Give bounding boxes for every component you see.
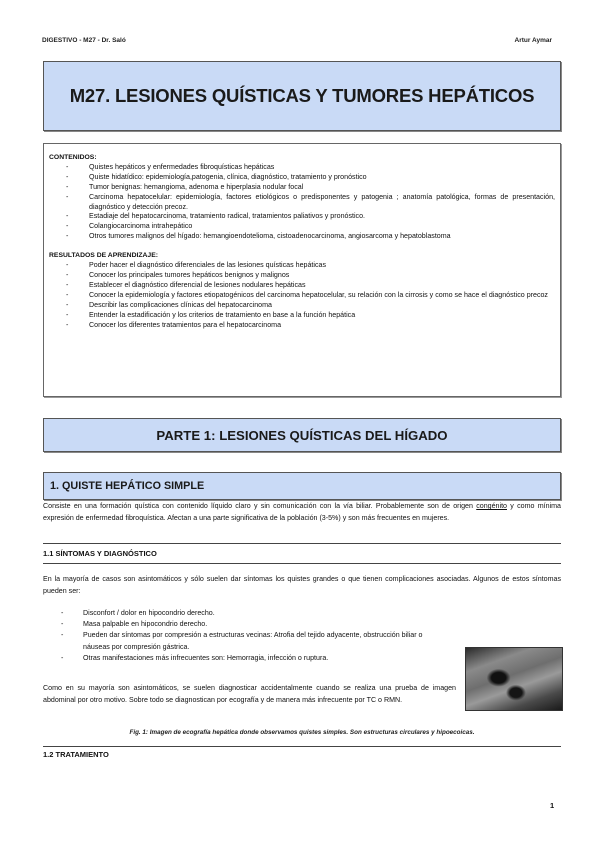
list-item: - Carcinoma hepatocelular: epidemiología, factores etiológicos o predisponentes y patogenia ; anatomía patológica, formas de presentación, diagnóstico y detección precoz. xyxy=(49,193,555,213)
contents-box xyxy=(43,143,561,397)
diagnosis-paragraph: Como en su mayoría son asintomáticos, se suelen diagnosticar accidentalmente cuando se realiza una prueba de imagen abdominal por otro motivo. Sobre todo se diagnostican por ecografía y de manera más infrecuente por TC o RMN. xyxy=(43,684,456,704)
contenidos-list xyxy=(49,163,555,242)
section-heading: 1. QUISTE HEPÁTICO SIMPLE xyxy=(50,480,205,492)
list-item: - Poder hacer el diagnóstico diferenciales de las lesiones quísticas hepáticas xyxy=(49,261,555,271)
part-heading: PARTE 1: LESIONES QUÍSTICAS DEL HÍGADO xyxy=(156,427,448,443)
intro-text: Consiste en una formación quística con contenido líquido claro y sin comunicación con la vía biliar. Probablemente son de origen xyxy=(43,502,477,510)
list-item: - Disconfort / dolor en hipocondrio derecho. xyxy=(43,608,443,619)
list-item: - Otros tumores malignos del hígado: hemangioendotelioma, cistoadenocarcinoma, angiosarcoma y hepatoblastoma xyxy=(49,232,555,242)
list-item: - Masa palpable en hipocondrio derecho. xyxy=(43,619,443,630)
section-heading-box xyxy=(43,472,561,500)
page-number: 1 xyxy=(550,801,555,810)
list-item: - Conocer los diferentes tratamientos para el hepatocarcinoma xyxy=(49,321,555,331)
running-header-author: Artur Aymar xyxy=(514,37,552,44)
list-item: - Pueden dar síntomas por compresión a estructuras vecinas: Atrofia del tejido adyacente, obstrucción biliar o náuseas por compresión gástrica. xyxy=(43,630,443,652)
part-heading-box xyxy=(43,418,561,452)
symptoms-list xyxy=(43,608,443,664)
document-title-box xyxy=(43,61,561,131)
intro-text: y como mínima expresión de enfermedad fibroquística. Afectan a una parte significativa de la población (3-5%) y son más frecuentes en mujeres. xyxy=(43,502,562,522)
resultados-heading: RESULTADOS DE APRENDIZAJE: xyxy=(49,252,159,260)
list-item: - Describir las complicaciones clínicas del hepatocarcinoma xyxy=(49,301,555,311)
list-item: - Conocer los principales tumores hepáticos benignos y malignos xyxy=(49,271,555,281)
symptoms-intro-paragraph: En la mayoría de casos son asintomáticos y sólo suelen dar síntomas los quistes grandes o que tienen complicaciones asociadas. Algunos de estos síntomas pueden ser: xyxy=(43,575,561,595)
subsection-heading-treatment: 1.2 TRATAMIENTO xyxy=(43,746,561,762)
figure-caption: Fig. 1: Imagen de ecografía hepática donde observamos quistes simples. Son estructuras circulares y hipoecoicas. xyxy=(129,729,475,736)
list-item: - Quistes hepáticos y enfermedades fibroquísticas hepáticas xyxy=(49,163,555,173)
list-item: - Colangiocarcinoma intrahepático xyxy=(49,222,555,232)
document-title: M27. LESIONES QUÍSTICAS Y TUMORES HEPÁTICOS xyxy=(69,85,535,106)
subsection-heading-symptoms: 1.1 SÍNTOMAS Y DIAGNÓSTICO xyxy=(43,543,561,564)
list-item: - Conocer la epidemiología y factores etiopatogénicos del carcinoma hepatocelular, su relación con la cirrosis y como se hace el diagnóstico precoz xyxy=(49,291,555,301)
section-intro-paragraph xyxy=(43,501,561,524)
spacer xyxy=(49,242,555,251)
list-item: - Otras manifestaciones más infrecuentes son: Hemorragia, infección o ruptura. xyxy=(43,653,443,664)
list-item: - Tumor benignas: hemangioma, adenoma e hiperplasia nodular focal xyxy=(49,183,555,193)
resultados-list xyxy=(49,261,555,330)
running-header-left: DIGESTIVO - M27 - Dr. Saló xyxy=(42,37,126,44)
intro-underlined-term: congénito xyxy=(476,502,507,510)
list-item: - Establecer el diagnóstico diferencial de lesiones nodulares hepáticas xyxy=(49,281,555,291)
ultrasound-figure-image xyxy=(465,647,563,711)
list-item: - Quiste hidatídico: epidemiología,patogenia, clínica, diagnóstico, tratamiento y pronóstico xyxy=(49,173,555,183)
contenidos-heading: CONTENIDOS: xyxy=(49,154,97,161)
list-item: - Entender la estadificación y los criterios de tratamiento en base a la función hepática xyxy=(49,311,555,321)
list-item: - Estadiaje del hepatocarcinoma, tratamiento radical, tratamientos paliativos y pronóstico. xyxy=(49,212,555,222)
